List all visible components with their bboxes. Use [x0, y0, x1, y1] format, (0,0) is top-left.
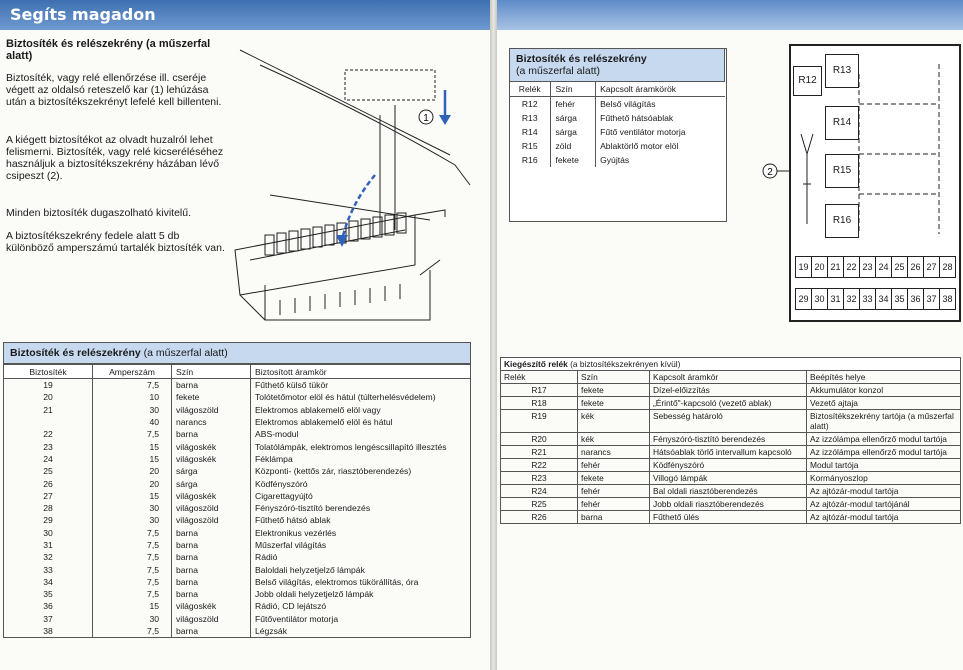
extra-relay-location: Az ajtózár-modul tartójánál [807, 498, 961, 511]
fuse-number: 23 [4, 440, 93, 452]
extra-relay-circuit: Ködfényszóró [650, 459, 807, 472]
relay-id: R12 [509, 97, 551, 112]
extra-relay-circuit: Jobb oldali riasztóberendezés [650, 498, 807, 511]
page-header-banner [0, 0, 490, 30]
fuse-circuit: Elektromos ablakemelő elöl vagy [251, 404, 471, 416]
right-page [497, 0, 963, 670]
relay-circuit: Belső világítás [600, 99, 656, 109]
fuse-ampere: 10 [93, 391, 172, 403]
relay-id: R15 [509, 139, 551, 153]
right-header-banner [497, 0, 963, 30]
extra-relay-location: Az ajtózár-modul tartója [807, 511, 961, 524]
relay-col-color: Szín [551, 82, 596, 97]
table-row [509, 125, 725, 139]
table-row [501, 433, 961, 446]
fuse-color: fekete [172, 391, 251, 403]
extra-relay-location: Vezető ajtaja [807, 397, 961, 410]
relay-circuit: Fűthető hátsóablak [600, 113, 674, 123]
table-row [4, 428, 471, 440]
relay-color: sárga [551, 125, 596, 139]
fuse-circuit: Jobb oldali helyzetjelző lámpák [251, 588, 471, 600]
table-row [509, 111, 725, 125]
fuse-slot: 34 [875, 288, 892, 310]
extra-relay-location: Biztosítékszekrény tartója (a műszerfal alatt) [807, 410, 961, 433]
fuse-table-title [3, 342, 471, 364]
table-row [509, 97, 725, 112]
extra-relay-id: R19 [501, 410, 578, 433]
extra-col-relay: Relék [501, 371, 578, 384]
extra-relay-location: Kormányoszlop [807, 472, 961, 485]
table-row [4, 563, 471, 575]
fuse-circuit: Rádió [251, 551, 471, 563]
extra-relay-circuit: Hátsóablak törlő intervallum kapcsoló [650, 446, 807, 459]
relay-r16: R16 [825, 204, 859, 238]
table-row [4, 588, 471, 600]
page-title: Segíts magadon [10, 5, 156, 24]
extra-relay-color: kék [578, 433, 650, 446]
extra-relay-id: R17 [501, 384, 578, 397]
relay-id: R13 [509, 111, 551, 125]
relay-r15: R15 [825, 154, 859, 188]
fuse-number: 20 [4, 391, 93, 403]
fuse-slot: 31 [827, 288, 844, 310]
fuse-number: 19 [4, 379, 93, 392]
extra-relay-color: fekete [578, 384, 650, 397]
table-row [501, 410, 961, 433]
fuse-slot: 37 [923, 288, 940, 310]
fuse-number: 29 [4, 514, 93, 526]
fuse-color: barna [172, 379, 251, 392]
extra-relay-color: kék [578, 410, 650, 433]
fuse-circuit: Tolatólámpák, elektromos lengéscsillapító illesztés [251, 440, 471, 452]
fuse-number: 36 [4, 600, 93, 612]
callout-2 [759, 155, 791, 187]
fuse-slot: 29 [795, 288, 812, 310]
relay-table-title [509, 48, 725, 82]
fuse-number [4, 416, 93, 428]
fuse-circuit: Baloldali helyzetjelző lámpák [251, 563, 471, 575]
table-row [4, 477, 471, 489]
fuse-ampere: 7,5 [93, 551, 172, 563]
fuse-circuit: ABS-modul [251, 428, 471, 440]
extra-table-title-rest: (a biztosítékszekrényen kívül) [570, 359, 681, 369]
table-row [4, 551, 471, 563]
extra-relay-color: fehér [578, 498, 650, 511]
table-row [501, 446, 961, 459]
fuse-number: 34 [4, 576, 93, 588]
table-row [4, 625, 471, 638]
fuse-circuit: Központi- (kettős zár, riasztóberendezés) [251, 465, 471, 477]
extra-col-circuit: Kapcsolt áramkör [650, 371, 807, 384]
extra-relay-circuit: Bal oldali riasztóberendezés [650, 485, 807, 498]
fuse-circuit: Légzsák [251, 625, 471, 638]
relay-r13: R13 [825, 54, 859, 88]
fuse-circuit: Tolótetőmotor elöl és hátul (túlterhelésvédelem) [251, 391, 471, 403]
table-row [501, 384, 961, 397]
table-row [4, 404, 471, 416]
fuse-slot: 23 [859, 256, 876, 278]
fuse-number: 31 [4, 539, 93, 551]
fuse-color: barna [172, 527, 251, 539]
relay-table-title-bold: Biztosíték és relészekrény [516, 53, 647, 65]
fuse-ampere: 30 [93, 613, 172, 625]
fuse-color: barna [172, 563, 251, 575]
fuse-color: világoszöld [172, 514, 251, 526]
fuse-slot: 28 [939, 256, 956, 278]
table-row [4, 453, 471, 465]
extra-relay-color: fekete [578, 472, 650, 485]
extra-relay-table [500, 357, 961, 524]
fuse-ampere: 30 [93, 404, 172, 416]
table-row [4, 613, 471, 625]
extra-col-color: Szín [578, 371, 650, 384]
col-color: Szín [172, 365, 251, 379]
fuse-ampere: 7,5 [93, 527, 172, 539]
fuse-slot: 19 [795, 256, 812, 278]
fuse-ampere: 30 [93, 514, 172, 526]
intro-paragraph-2: A kiégett biztosítékot az olvadt huzalról lehet felismerni. Biztosíték, vagy relé kicseréléséhez használjuk a biztosítékszekrény házában lévő csipeszt (2). [6, 134, 224, 182]
extra-relay-circuit: Dízel-előizzítás [650, 384, 807, 397]
table-row [4, 490, 471, 502]
fuse-box-diagram [789, 44, 959, 320]
fuse-ampere: 20 [93, 477, 172, 489]
fuse-table-title-bold: Biztosíték és relészekrény [10, 347, 141, 359]
extra-relay-color: narancs [578, 446, 650, 459]
table-row [4, 576, 471, 588]
fuse-number: 27 [4, 490, 93, 502]
fuse-ampere: 7,5 [93, 539, 172, 551]
table-row [501, 397, 961, 410]
fuse-color: sárga [172, 465, 251, 477]
fuse-box-illustration [230, 45, 485, 330]
extra-relay-location: Modul tartója [807, 459, 961, 472]
extra-relay-color: barna [578, 511, 650, 524]
table-row [4, 440, 471, 452]
fuse-ampere: 30 [93, 502, 172, 514]
table-row [509, 139, 725, 153]
relay-id: R16 [509, 153, 551, 167]
fuse-color: barna [172, 625, 251, 638]
relay-id: R14 [509, 125, 551, 139]
extra-relay-location: Akkumulátor konzol [807, 384, 961, 397]
fuse-color: barna [172, 588, 251, 600]
fuse-slot: 24 [875, 256, 892, 278]
fuse-slot: 27 [923, 256, 940, 278]
extra-relay-id: R23 [501, 472, 578, 485]
fuse-number: 37 [4, 613, 93, 625]
fuse-slot: 26 [907, 256, 924, 278]
fuse-color: világoskék [172, 490, 251, 502]
fuse-color: sárga [172, 477, 251, 489]
relay-circuit: Fűtő ventilátor motorja [600, 127, 686, 137]
intro-paragraph-3: Minden biztosíték dugaszolható kivitelű. [6, 207, 192, 219]
fuse-ampere: 7,5 [93, 588, 172, 600]
col-fuse: Biztosíték [4, 365, 93, 379]
fuse-ampere: 7,5 [93, 563, 172, 575]
fuse-slot: 35 [891, 288, 908, 310]
fuse-circuit: Fűtőventilátor motorja [251, 613, 471, 625]
extra-relay-color: fekete [578, 397, 650, 410]
relay-circuit: Gyújtás [600, 155, 630, 165]
table-row [501, 511, 961, 524]
fuse-ampere: 20 [93, 465, 172, 477]
relay-color: fekete [551, 153, 596, 167]
fuse-slot: 22 [843, 256, 860, 278]
fuse-slot: 21 [827, 256, 844, 278]
fuse-circuit: Elektronikus vezérlés [251, 527, 471, 539]
table-row [501, 498, 961, 511]
fuse-circuit: Fűthető hátsó ablak [251, 514, 471, 526]
extra-relay-color: fehér [578, 459, 650, 472]
fuse-number: 28 [4, 502, 93, 514]
fuse-number: 32 [4, 551, 93, 563]
table-row [4, 539, 471, 551]
extra-relay-color: fehér [578, 485, 650, 498]
fuse-circuit: Belső világítás, elektromos tükörállítás, óra [251, 576, 471, 588]
fuse-circuit: Féklámpa [251, 453, 471, 465]
fuse-ampere: 7,5 [93, 625, 172, 638]
intro-title: Biztosíték és relészekrény (a műszerfal alatt) [6, 38, 211, 62]
extra-relay-circuit: Villogó lámpák [650, 472, 807, 485]
fuse-ampere: 7,5 [93, 576, 172, 588]
fuse-number: 30 [4, 527, 93, 539]
fuse-table-title-rest: (a műszerfal alatt) [143, 347, 228, 359]
relay-color: sárga [551, 111, 596, 125]
fuse-color: narancs [172, 416, 251, 428]
extra-relay-circuit: Sebesség határoló [650, 410, 807, 433]
fuse-slot: 30 [811, 288, 828, 310]
fuse-circuit: Fűthető külső tükör [251, 379, 471, 392]
fuse-color: barna [172, 551, 251, 563]
extra-relay-location: Az ajtózár-modul tartója [807, 485, 961, 498]
fuse-number: 33 [4, 563, 93, 575]
fuse-circuit: Rádió, CD lejátszó [251, 600, 471, 612]
col-circuit: Biztosított áramkör [251, 365, 471, 379]
fuse-number: 38 [4, 625, 93, 638]
fuse-color: világoskék [172, 600, 251, 612]
fuse-color: barna [172, 539, 251, 551]
fuse-color: barna [172, 428, 251, 440]
relay-color: zöld [551, 139, 596, 153]
fuse-slot: 38 [939, 288, 956, 310]
table-row [509, 153, 725, 167]
extra-relay-id: R20 [501, 433, 578, 446]
extra-relay-id: R26 [501, 511, 578, 524]
extra-table-title-bold: Kiegészítő relék [504, 359, 568, 369]
extra-relay-id: R24 [501, 485, 578, 498]
table-row [501, 472, 961, 485]
table-row [4, 600, 471, 612]
relay-col-relay: Relék [509, 82, 551, 97]
extra-relay-id: R18 [501, 397, 578, 410]
relay-circuit: Ablaktörlő motor elöl [600, 141, 679, 151]
relay-r12: R12 [793, 66, 822, 96]
fuse-ampere: 15 [93, 440, 172, 452]
fuse-circuit: Fényszóró-tisztító berendezés [251, 502, 471, 514]
extra-relay-id: R21 [501, 446, 578, 459]
col-ampere: Amperszám [93, 365, 172, 379]
fuse-color: világoskék [172, 440, 251, 452]
table-row [4, 514, 471, 526]
page-gutter [490, 0, 497, 670]
table-row [501, 485, 961, 498]
fuse-ampere: 40 [93, 416, 172, 428]
fuse-table [3, 342, 471, 638]
fuse-number: 24 [4, 453, 93, 465]
fuse-slot: 25 [891, 256, 908, 278]
fuse-ampere: 7,5 [93, 428, 172, 440]
extra-relay-circuit: Fűthető ülés [650, 511, 807, 524]
fuse-color: barna [172, 576, 251, 588]
fuse-circuit: Műszerfal világítás [251, 539, 471, 551]
fuse-ampere: 15 [93, 490, 172, 502]
fuse-slot: 33 [859, 288, 876, 310]
intro-paragraph-4: A biztosítékszekrény fedele alatt 5 db különböző amperszámú tartalék biztosíték van. [6, 230, 225, 254]
relay-table [509, 48, 725, 167]
fuse-ampere: 15 [93, 453, 172, 465]
callout-2-label: 2 [767, 167, 773, 178]
extra-relay-circuit: „Érintő"-kapcsoló (vezető ablak) [650, 397, 807, 410]
relay-col-circuit: Kapcsolt áramkörök [600, 84, 677, 94]
fuse-slot: 36 [907, 288, 924, 310]
fuse-circuit: Elektromos ablakemelő elöl és hátul [251, 416, 471, 428]
extra-relay-location: Az izzólámpa ellenőrző modul tartója [807, 433, 961, 446]
table-row [4, 379, 471, 392]
extra-relay-circuit: Fényszóró-tisztító berendezés [650, 433, 807, 446]
extra-relay-location: Az izzólámpa ellenőrző modul tartója [807, 446, 961, 459]
fuse-number: 26 [4, 477, 93, 489]
table-row [4, 391, 471, 403]
table-row [4, 527, 471, 539]
fuse-color: világoskék [172, 453, 251, 465]
table-row [4, 465, 471, 477]
fuse-color: világoszöld [172, 502, 251, 514]
fuse-slot: 32 [843, 288, 860, 310]
fuse-color: világoszöld [172, 404, 251, 416]
table-row [501, 459, 961, 472]
extra-col-location: Beépítés helye [807, 371, 961, 384]
extra-relay-id: R25 [501, 498, 578, 511]
intro-paragraph-1: Biztosíték, vagy relé ellenőrzése ill. cseréje végett az oldalsó reteszelő kar (1) lehúzása után a biztosítékszekrényt lefelé kell billenteni. [6, 72, 222, 108]
fuse-number: 25 [4, 465, 93, 477]
fuse-color: világoszöld [172, 613, 251, 625]
relay-r14: R14 [825, 106, 859, 140]
fuse-number: 21 [4, 404, 93, 416]
extra-table-title [500, 357, 961, 370]
extra-relay-id: R22 [501, 459, 578, 472]
fuse-slot: 20 [811, 256, 828, 278]
fuse-number: 22 [4, 428, 93, 440]
table-row [4, 416, 471, 428]
fuse-number: 35 [4, 588, 93, 600]
fuse-circuit: Ködfényszóró [251, 477, 471, 489]
fuse-ampere: 15 [93, 600, 172, 612]
fuse-circuit: Cigarettagyújtó [251, 490, 471, 502]
callout-1-label: 1 [423, 113, 429, 124]
relay-table-title-rest: (a műszerfal alatt) [516, 65, 601, 77]
table-row [4, 502, 471, 514]
relay-color: fehér [551, 97, 596, 112]
fuse-ampere: 7,5 [93, 379, 172, 392]
